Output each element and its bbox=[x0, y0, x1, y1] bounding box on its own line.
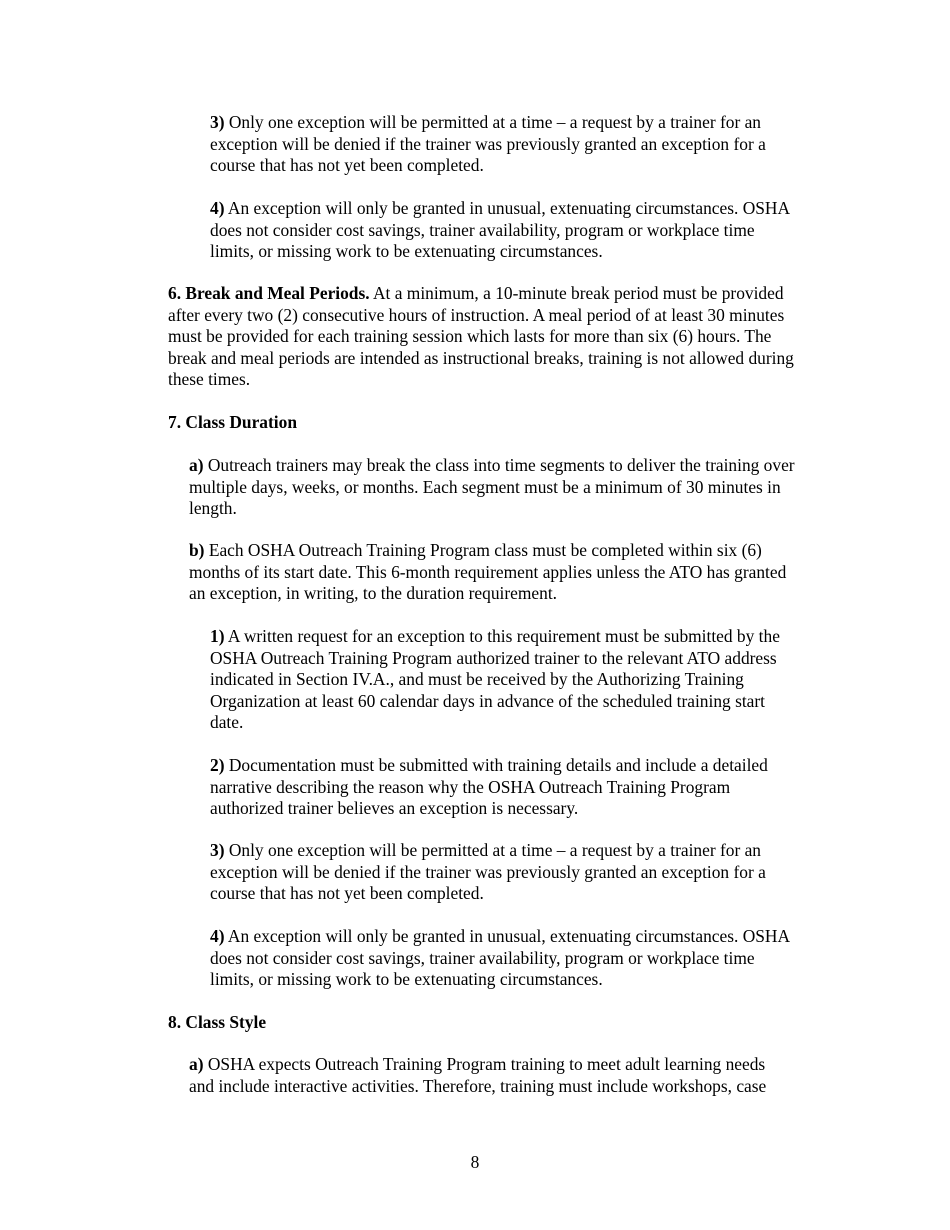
item-label: 3) bbox=[210, 840, 225, 860]
section-7-item-b: b) Each OSHA Outreach Training Program class must be completed within six (6) months of its start date. This 6-month requirement applies unless the ATO has granted an exception, in writing, to the duration requirement. bbox=[189, 540, 787, 603]
exception-item-4: 4) An exception will only be granted in unusual, extenuating circumstances. OSHA does not consider cost savings, trainer availability, program or workplace time limits, or missing work to be extenuating circumstances. bbox=[210, 198, 791, 261]
section-8-item-a: a) OSHA expects Outreach Training Program training to meet adult learning needs and include interactive activities. Therefore, training must include workshops, case bbox=[189, 1054, 767, 1096]
section-7-item-b-4: 4) An exception will only be granted in unusual, extenuating circumstances. OSHA does not consider cost savings, trainer availability, program or workplace time limits, or missing work to be extenuating circumstances. bbox=[210, 926, 791, 989]
section-7-item-b-2: 2) Documentation must be submitted with training details and include a detailed narrative describing the reason why the OSHA Outreach Training Program authorized trainer believes an exception is necessary. bbox=[210, 755, 768, 818]
section-heading: 8. Class Style bbox=[168, 1012, 267, 1032]
section-7-item-b-3: 3) Only one exception will be permitted at a time – a request by a trainer for an exception will be denied if the trainer was previously granted an exception for a course that has not yet been completed. bbox=[210, 840, 766, 903]
section-8-heading bbox=[168, 1012, 858, 1034]
section-heading: 7. Class Duration bbox=[168, 412, 297, 432]
section-6-break-meal-periods: 6. Break and Meal Periods. At a minimum, a 10-minute break period must be provided after every two (2) consecutive hours of instruction. A meal period of at least 30 minutes must be provided for each training session which lasts for more than six (6) hours. The break and meal periods are intended as instructional breaks, training is not allowed during these times. bbox=[168, 283, 794, 389]
page-number: 8 bbox=[470, 1152, 480, 1172]
item-label: 1) bbox=[210, 626, 225, 646]
section-7-item-a: a) Outreach trainers may break the class into time segments to deliver the training over multiple days, weeks, or months. Each segment must be a minimum of 30 minutes in length. bbox=[189, 455, 795, 518]
item-label: a) bbox=[189, 455, 204, 475]
item-label: 4) bbox=[210, 198, 225, 218]
item-label: 2) bbox=[210, 755, 225, 775]
item-label: a) bbox=[189, 1054, 204, 1074]
section-heading: 6. Break and Meal Periods. bbox=[168, 283, 370, 303]
item-label: 4) bbox=[210, 926, 225, 946]
section-7-heading bbox=[168, 412, 858, 434]
item-label: 3) bbox=[210, 112, 225, 132]
exception-item-3: 3) Only one exception will be permitted at a time – a request by a trainer for an exception will be denied if the trainer was previously granted an exception for a course that has not yet been completed. bbox=[210, 112, 766, 175]
section-7-item-b-1: 1) A written request for an exception to this requirement must be submitted by the OSHA Outreach Training Program authorized trainer to the relevant ATO address indicated in Section IV.A., and must be received by the Authorizing Training Organization at least 60 calendar days in advance of the scheduled training start date. bbox=[210, 626, 780, 732]
item-label: b) bbox=[189, 540, 205, 560]
